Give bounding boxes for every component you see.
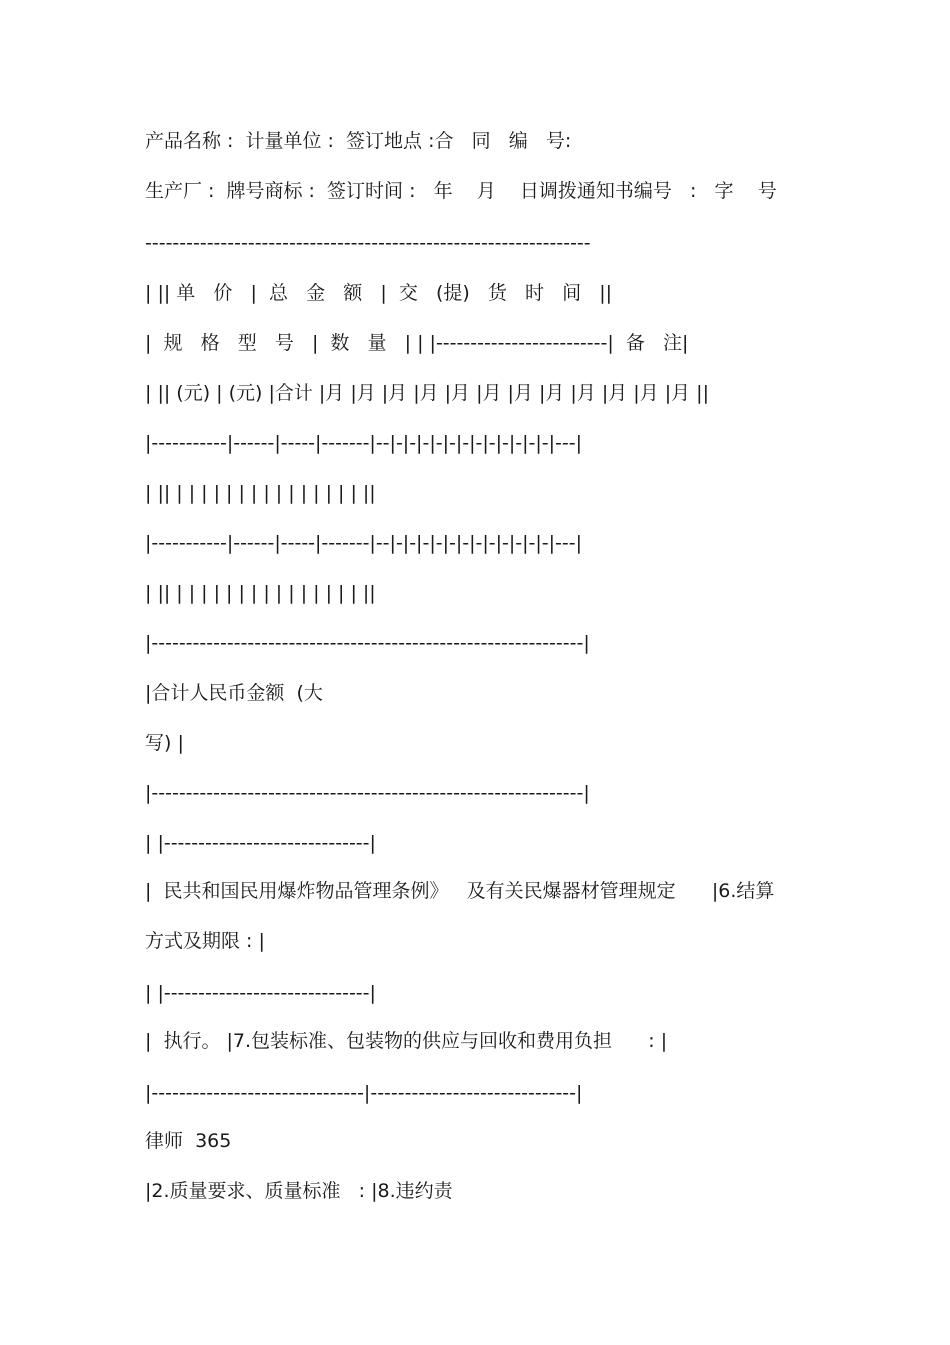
table-top-border: ----------------------------------------------------------------- — [145, 232, 591, 254]
table-separator-3: |---------------------------------------------------------------| — [145, 632, 590, 654]
table-header-row-2: | 规 格 型 号 | 数 量 | | |-------------------------| 备 注| — [145, 332, 689, 354]
table-separator-2: |-----------|------|-----|-------|--|-|-|-|-|-|-|-|-|-|-|-|-|---| — [145, 532, 582, 554]
table-separator-7: |-------------------------------|------------------------------| — [145, 1082, 583, 1104]
header-line-manufacturer-info: 生产厂 : 牌号商标 : 签订时间 : 年 月 日调拨通知书编号 : 字 号 — [145, 180, 777, 202]
table-header-row-1: | || 单 价 | 总 金 额 | 交 (提) 货 时 间 || — [145, 282, 613, 304]
watermark-text: 律师 365 — [145, 1130, 232, 1152]
quality-clause-line: |2.质量要求、质量标准 : |8.违约责 — [145, 1180, 453, 1202]
table-separator-5: | |------------------------------| — [145, 832, 376, 854]
total-amount-label-cont: 写) | — [145, 732, 184, 754]
table-separator-1: |-----------|------|-----|-------|--|-|-|-|-|-|-|-|-|-|-|-|-|---| — [145, 432, 582, 454]
table-separator-4: |---------------------------------------------------------------| — [145, 782, 590, 804]
header-line-product-info: 产品名称 : 计量单位 : 签订地点 :合 同 编 号: — [145, 130, 572, 152]
regulation-clause-line: | 民共和国民用爆炸物品管理条例》 及有关民爆器材管理规定 |6.结算 — [145, 880, 775, 902]
table-data-row-2: | || | | | | | | | | | | | | | | | || — [145, 582, 376, 604]
table-data-row-1: | || | | | | | | | | | | | | | | | || — [145, 482, 376, 504]
table-separator-6: | |------------------------------| — [145, 982, 376, 1004]
settlement-clause-line: 方式及期限 : | — [145, 930, 265, 952]
packaging-clause-line: | 执行。 |7.包装标准、包装物的供应与回收和费用负担 : | — [145, 1030, 668, 1052]
table-header-row-3: | || (元) | (元) |合计 |月 |月 |月 |月 |月 |月 |月 |月 |月 |月 |月 |月 || — [145, 382, 709, 404]
total-amount-label: |合计人民币金额 (大 — [145, 682, 323, 704]
